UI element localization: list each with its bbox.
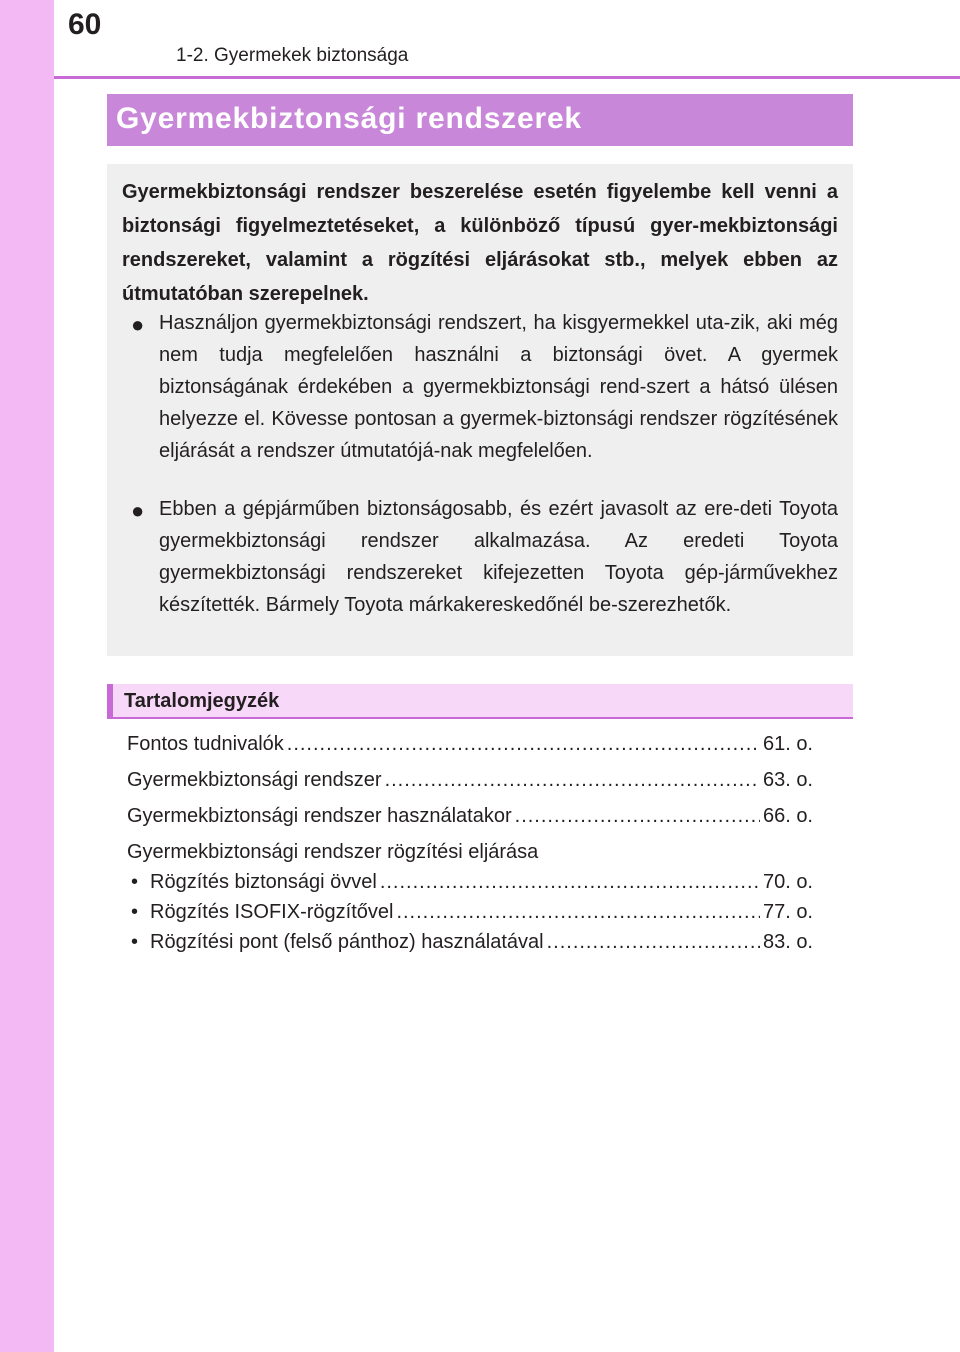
toc-entry[interactable] bbox=[127, 733, 813, 763]
bullet-dot: ● bbox=[131, 498, 145, 523]
toc-heading: Tartalomjegyzék bbox=[124, 690, 280, 712]
toc-entry-page: 61. o. bbox=[762, 733, 813, 755]
toc-group-label bbox=[127, 841, 813, 871]
chapter-title: Gyermekbiztonsági rendszerek bbox=[116, 102, 582, 135]
info-bullet bbox=[131, 307, 838, 467]
toc-subentry-label: Rögzítés biztonsági övvel bbox=[150, 871, 377, 893]
toc-leader bbox=[385, 769, 760, 792]
page-number: 60 bbox=[68, 8, 102, 41]
toc-leader bbox=[380, 871, 760, 894]
toc-header bbox=[107, 684, 853, 717]
toc-leader bbox=[547, 931, 760, 954]
toc-subentry[interactable] bbox=[127, 871, 813, 901]
toc-entry-label: Gyermekbiztonsági rendszer használatakor bbox=[127, 805, 512, 827]
toc-entry[interactable] bbox=[127, 805, 813, 835]
toc-subentry[interactable] bbox=[127, 901, 813, 931]
bullet-text: Használjon gyermekbiztonsági rendszert, ha kisgyermekkel uta-zik, aki még nem tudja megfelelően használni a biztonsági övet. A gyermek biztonságának érdekében a gyermekbiztonsági rend-szert a hátsó ülésen helyezze el. Kövesse pontosan a gyermek-biztonsági rendszer rögzítésének eljárását a rendszer útmutatójá-nak megfelelően. bbox=[159, 312, 838, 462]
bullet-dot: ● bbox=[131, 312, 145, 337]
info-box bbox=[107, 164, 853, 656]
toc-subentry-label: Rögzítési pont (felső pánthoz) használatával bbox=[150, 931, 544, 953]
toc-subentry-page: 83. o. bbox=[762, 931, 813, 953]
section-title: 1-2. Gyermekek biztonsága bbox=[176, 45, 409, 66]
table-of-contents bbox=[127, 733, 813, 961]
toc-sub-bullet: • bbox=[131, 871, 139, 893]
toc-header-accent bbox=[107, 684, 113, 717]
toc-sub-bullet: • bbox=[131, 931, 139, 953]
toc-subentry-label: Rögzítés ISOFIX-rögzítővel bbox=[150, 901, 394, 923]
intro-text: Gyermekbiztonsági rendszer beszerelése esetén figyelembe kell venni a biztonsági figyelmeztetéseket, a különböző típusú gyer-mekbiztonsági rendszereket, valamint a rögzítési eljárásokat stb., melyek ebben az útmutatóban szerepelnek. bbox=[122, 181, 838, 305]
chapter-title-bar bbox=[107, 94, 853, 146]
header-divider bbox=[54, 76, 960, 79]
toc-leader bbox=[287, 733, 760, 756]
toc-entry[interactable] bbox=[127, 769, 813, 799]
toc-entry-label: Fontos tudnivalók bbox=[127, 733, 284, 755]
toc-leader bbox=[396, 901, 760, 924]
toc-header-underline bbox=[107, 717, 853, 719]
side-color-strip bbox=[0, 0, 54, 1352]
toc-group-title: Gyermekbiztonsági rendszer rögzítési eljárása bbox=[127, 841, 539, 863]
toc-subentry-page: 70. o. bbox=[762, 871, 813, 893]
toc-entry-label: Gyermekbiztonsági rendszer bbox=[127, 769, 382, 791]
toc-entry-page: 66. o. bbox=[762, 805, 813, 827]
info-bullet bbox=[131, 493, 838, 621]
toc-subentry-page: 77. o. bbox=[762, 901, 813, 923]
toc-group bbox=[127, 841, 813, 961]
toc-sub-bullet: • bbox=[131, 901, 139, 923]
bullet-text: Ebben a gépjárműben biztonságosabb, és ezért javasolt az ere-deti Toyota gyermekbiztonsági rendszer alkalmazása. Az eredeti Toyota gyermekbiztonsági rendszereket kifejezetten Toyota gép-járművekhez készítették. Bármely Toyota márkakereskedőnél be-szerezhetők. bbox=[159, 498, 838, 616]
toc-subentry[interactable] bbox=[127, 931, 813, 961]
toc-entry-page: 63. o. bbox=[762, 769, 813, 791]
toc-leader bbox=[515, 805, 760, 828]
